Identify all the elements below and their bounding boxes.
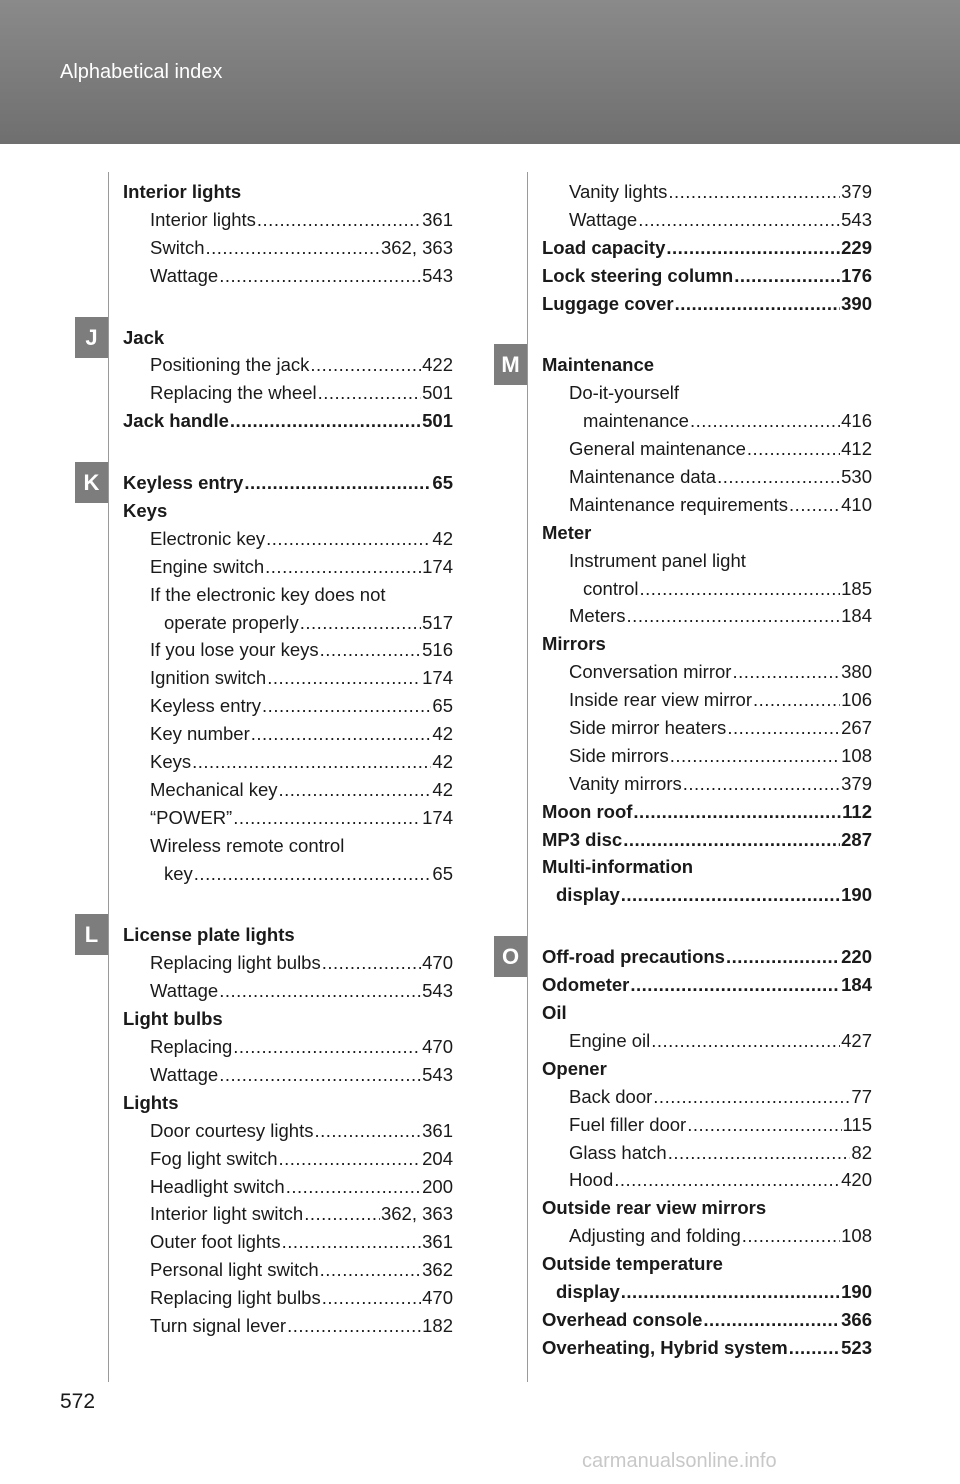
index-column-left <box>123 178 453 1340</box>
index-entry[interactable]: Switch ..... 362, 363 <box>123 234 453 262</box>
index-heading: Interior lights <box>123 181 242 202</box>
index-entry[interactable]: Jack handle ..... 501 <box>123 407 453 435</box>
index-entry[interactable]: Wattage ..... 543 <box>123 977 453 1005</box>
index-entry[interactable]: Fog light switch ..... 204 <box>123 1145 453 1173</box>
index-entry[interactable]: Interior light switch ..... 362, 363 <box>123 1200 453 1228</box>
index-entry[interactable]: If you lose your keys ..... 516 <box>123 636 453 664</box>
section-tab-j[interactable]: J <box>75 317 108 358</box>
index-entry[interactable]: Replacing ..... 470 <box>123 1033 453 1061</box>
index-entry[interactable]: Replacing light bulbs ..... 470 <box>123 1284 453 1312</box>
index-entry[interactable]: Key number ..... 42 <box>123 720 453 748</box>
index-entry[interactable]: Engine switch ..... 174 <box>123 553 453 581</box>
index-entry[interactable]: Overheating, Hybrid system ..... 523 <box>542 1334 872 1362</box>
index-column-right <box>542 178 872 1362</box>
section-tab-k[interactable]: K <box>75 462 108 503</box>
index-entry[interactable]: Replacing light bulbs ..... 470 <box>123 949 453 977</box>
section-tab-m[interactable]: M <box>494 344 527 385</box>
index-entry[interactable]: Engine oil ..... 427 <box>542 1027 872 1055</box>
index-entry[interactable]: key ..... 65 <box>123 860 453 888</box>
index-heading: Opener <box>542 1057 607 1079</box>
index-entry[interactable]: Odometer ..... 184 <box>542 971 872 999</box>
index-entry[interactable]: Keys ..... 42 <box>123 748 453 776</box>
index-entry[interactable]: Maintenance data ..... 530 <box>542 463 872 491</box>
index-heading: Meter <box>542 521 592 543</box>
index-entry[interactable]: Ignition switch ..... 174 <box>123 664 453 692</box>
index-entry[interactable]: Mechanical key ..... 42 <box>123 776 453 804</box>
index-entry-text: Wireless remote control <box>150 834 345 856</box>
index-heading: Lights <box>123 1091 179 1113</box>
index-entry[interactable]: Wattage ..... 543 <box>542 206 872 234</box>
index-entry[interactable]: Wattage ..... 543 <box>123 1061 453 1089</box>
column-divider-right <box>527 172 528 1382</box>
index-heading: Maintenance <box>542 354 655 376</box>
index-entry[interactable]: “POWER” ..... 174 <box>123 804 453 832</box>
index-entry[interactable]: Interior lights ..... 361 <box>123 206 453 234</box>
index-entry[interactable]: Off-road precautions ..... 220 <box>542 943 872 971</box>
index-entry[interactable]: Headlight switch ..... 200 <box>123 1173 453 1201</box>
index-entry[interactable]: Vanity lights ..... 379 <box>542 178 872 206</box>
page-header <box>0 0 960 144</box>
index-heading: Outside temperature <box>542 1253 723 1275</box>
index-entry[interactable]: control ..... 185 <box>542 575 872 603</box>
index-entry[interactable]: display ..... 190 <box>542 1278 872 1306</box>
watermark: carmanualsonline.info <box>582 1450 777 1472</box>
index-entry[interactable]: maintenance ..... 416 <box>542 407 872 435</box>
column-divider-left <box>108 172 109 1382</box>
index-entry[interactable]: Meters ..... 184 <box>542 602 872 630</box>
index-entry[interactable]: Electronic key ..... 42 <box>123 525 453 553</box>
index-entry[interactable]: Maintenance requirements ..... 410 <box>542 491 872 519</box>
index-entry[interactable]: Wattage ..... 543 <box>123 262 453 290</box>
index-entry[interactable]: Moon roof ..... 112 <box>542 798 872 826</box>
index-heading: Oil <box>542 1002 567 1024</box>
section-tab-o[interactable]: O <box>494 936 527 977</box>
index-heading: Outside rear view mirrors <box>542 1197 767 1219</box>
index-entry[interactable]: Lock steering column ..... 176 <box>542 262 872 290</box>
index-entry[interactable]: operate properly ..... 517 <box>123 609 453 637</box>
index-entry[interactable]: Personal light switch ..... 362 <box>123 1256 453 1284</box>
index-entry[interactable]: Load capacity ..... 229 <box>542 234 872 262</box>
index-entry[interactable]: MP3 disc ..... 287 <box>542 826 872 854</box>
index-heading: Keys <box>123 500 168 522</box>
index-heading: Jack <box>123 326 165 348</box>
index-heading: License plate lights <box>123 924 295 946</box>
index-heading: Multi-information <box>542 856 694 878</box>
index-entry[interactable]: Keyless entry ..... 65 <box>123 469 453 497</box>
index-entry[interactable]: Hood ..... 420 <box>542 1166 872 1194</box>
page-number: 572 <box>60 1390 96 1413</box>
section-tab-l[interactable]: L <box>75 914 108 955</box>
index-entry-text: Instrument panel light <box>569 549 746 571</box>
index-entry[interactable]: Door courtesy lights ..... 361 <box>123 1117 453 1145</box>
index-heading: Mirrors <box>542 633 606 655</box>
index-entry[interactable]: Adjusting and folding ..... 108 <box>542 1222 872 1250</box>
index-entry[interactable]: Positioning the jack ..... 422 <box>123 351 453 379</box>
index-heading: Light bulbs <box>123 1008 223 1030</box>
index-entry[interactable]: Inside rear view mirror ..... 106 <box>542 686 872 714</box>
header-title: Alphabetical index <box>60 61 223 83</box>
index-entry[interactable]: Keyless entry ..... 65 <box>123 692 453 720</box>
index-entry[interactable]: Turn signal lever ..... 182 <box>123 1312 453 1340</box>
index-entry[interactable]: Overhead console ..... 366 <box>542 1306 872 1334</box>
index-entry[interactable]: Outer foot lights ..... 361 <box>123 1228 453 1256</box>
index-entry[interactable]: display ..... 190 <box>542 881 872 909</box>
index-entry-text: Do-it-yourself <box>569 382 679 404</box>
index-entry[interactable]: Luggage cover ..... 390 <box>542 290 872 318</box>
index-entry[interactable]: Back door ..... 77 <box>542 1083 872 1111</box>
index-entry[interactable]: Glass hatch ..... 82 <box>542 1139 872 1167</box>
index-entry[interactable]: Side mirror heaters ..... 267 <box>542 714 872 742</box>
index-entry[interactable]: Vanity mirrors ..... 379 <box>542 770 872 798</box>
index-entry[interactable]: Conversation mirror ..... 380 <box>542 658 872 686</box>
index-entry[interactable]: General maintenance ..... 412 <box>542 435 872 463</box>
index-entry[interactable]: Replacing the wheel ..... 501 <box>123 379 453 407</box>
index-entry[interactable]: Side mirrors ..... 108 <box>542 742 872 770</box>
index-entry[interactable]: Fuel filler door ..... 115 <box>542 1111 872 1139</box>
index-entry-text: If the electronic key does not <box>150 583 386 605</box>
